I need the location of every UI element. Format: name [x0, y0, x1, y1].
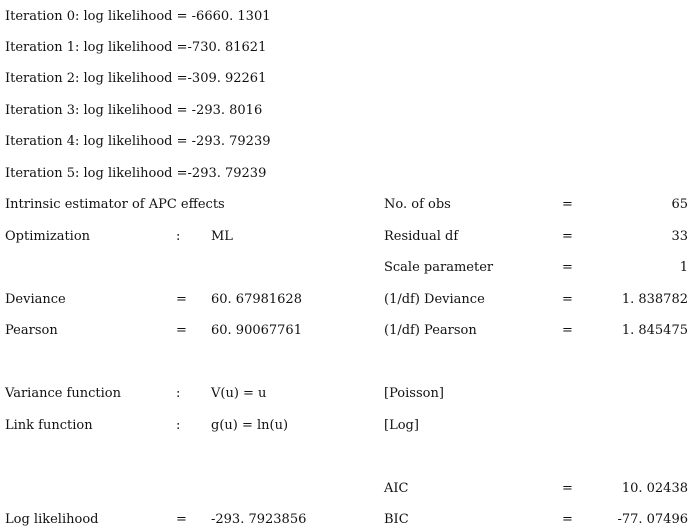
deviance-label: Deviance — [5, 292, 66, 307]
model-title: Intrinsic estimator of APC effects — [5, 197, 225, 212]
link-function-sep: : — [176, 418, 181, 433]
link-function-value: g(u) = ln(u) — [211, 418, 289, 433]
pearson-sep: = — [176, 323, 187, 338]
deviance-sep: = — [176, 292, 187, 307]
variance-function-label: Variance function — [5, 386, 121, 401]
obs-value: 65 — [671, 197, 688, 212]
iteration-line: Iteration 2: log likelihood =-309. 92261 — [5, 71, 267, 86]
bic-sep: = — [562, 512, 573, 527]
df-deviance-label: (1/df) Deviance — [384, 292, 485, 307]
log-likelihood-sep: = — [176, 512, 187, 527]
residual-df-value: 33 — [671, 229, 688, 244]
residual-df-sep: = — [562, 229, 573, 244]
df-pearson-sep: = — [562, 323, 573, 338]
iteration-line: Iteration 4: log likelihood = -293. 79239 — [5, 134, 271, 149]
link-function-label: Link function — [5, 418, 93, 433]
variance-family: [Poisson] — [384, 386, 444, 401]
log-likelihood-label: Log likelihood — [5, 512, 99, 527]
df-pearson-value: 1. 845475 — [621, 323, 688, 338]
optimization-sep: : — [176, 229, 181, 244]
aic-label: AIC — [384, 481, 409, 496]
deviance-value: 60. 67981628 — [211, 292, 302, 307]
df-deviance-value: 1. 838782 — [621, 292, 688, 307]
pearson-value: 60. 90067761 — [211, 323, 302, 338]
pearson-label: Pearson — [5, 323, 58, 338]
log-likelihood-value: -293. 7923856 — [211, 512, 307, 527]
df-pearson-label: (1/df) Pearson — [384, 323, 477, 338]
aic-value: 10. 02438 — [621, 481, 688, 496]
obs-label: No. of obs — [384, 197, 451, 212]
residual-df-label: Residual df — [384, 229, 459, 244]
optimization-value: ML — [211, 229, 233, 244]
bic-value: -77. 07496 — [617, 512, 688, 527]
scale-parameter-label: Scale parameter — [384, 260, 494, 275]
bic-label: BIC — [384, 512, 409, 527]
scale-parameter-value: 1 — [679, 260, 688, 275]
iteration-line: Iteration 1: log likelihood =-730. 81621 — [5, 40, 267, 55]
aic-sep: = — [562, 481, 573, 496]
optimization-label: Optimization — [5, 229, 91, 244]
obs-sep: = — [562, 197, 573, 212]
variance-function-value: V(u) = u — [211, 386, 267, 401]
iteration-line: Iteration 3: log likelihood = -293. 8016 — [5, 103, 263, 118]
variance-function-sep: : — [176, 386, 181, 401]
iteration-line: Iteration 5: log likelihood =-293. 79239 — [5, 166, 267, 181]
df-deviance-sep: = — [562, 292, 573, 307]
link-family: [Log] — [384, 418, 419, 433]
scale-parameter-sep: = — [562, 260, 573, 275]
iteration-line: Iteration 0: log likelihood = -6660. 1301 — [5, 9, 271, 24]
